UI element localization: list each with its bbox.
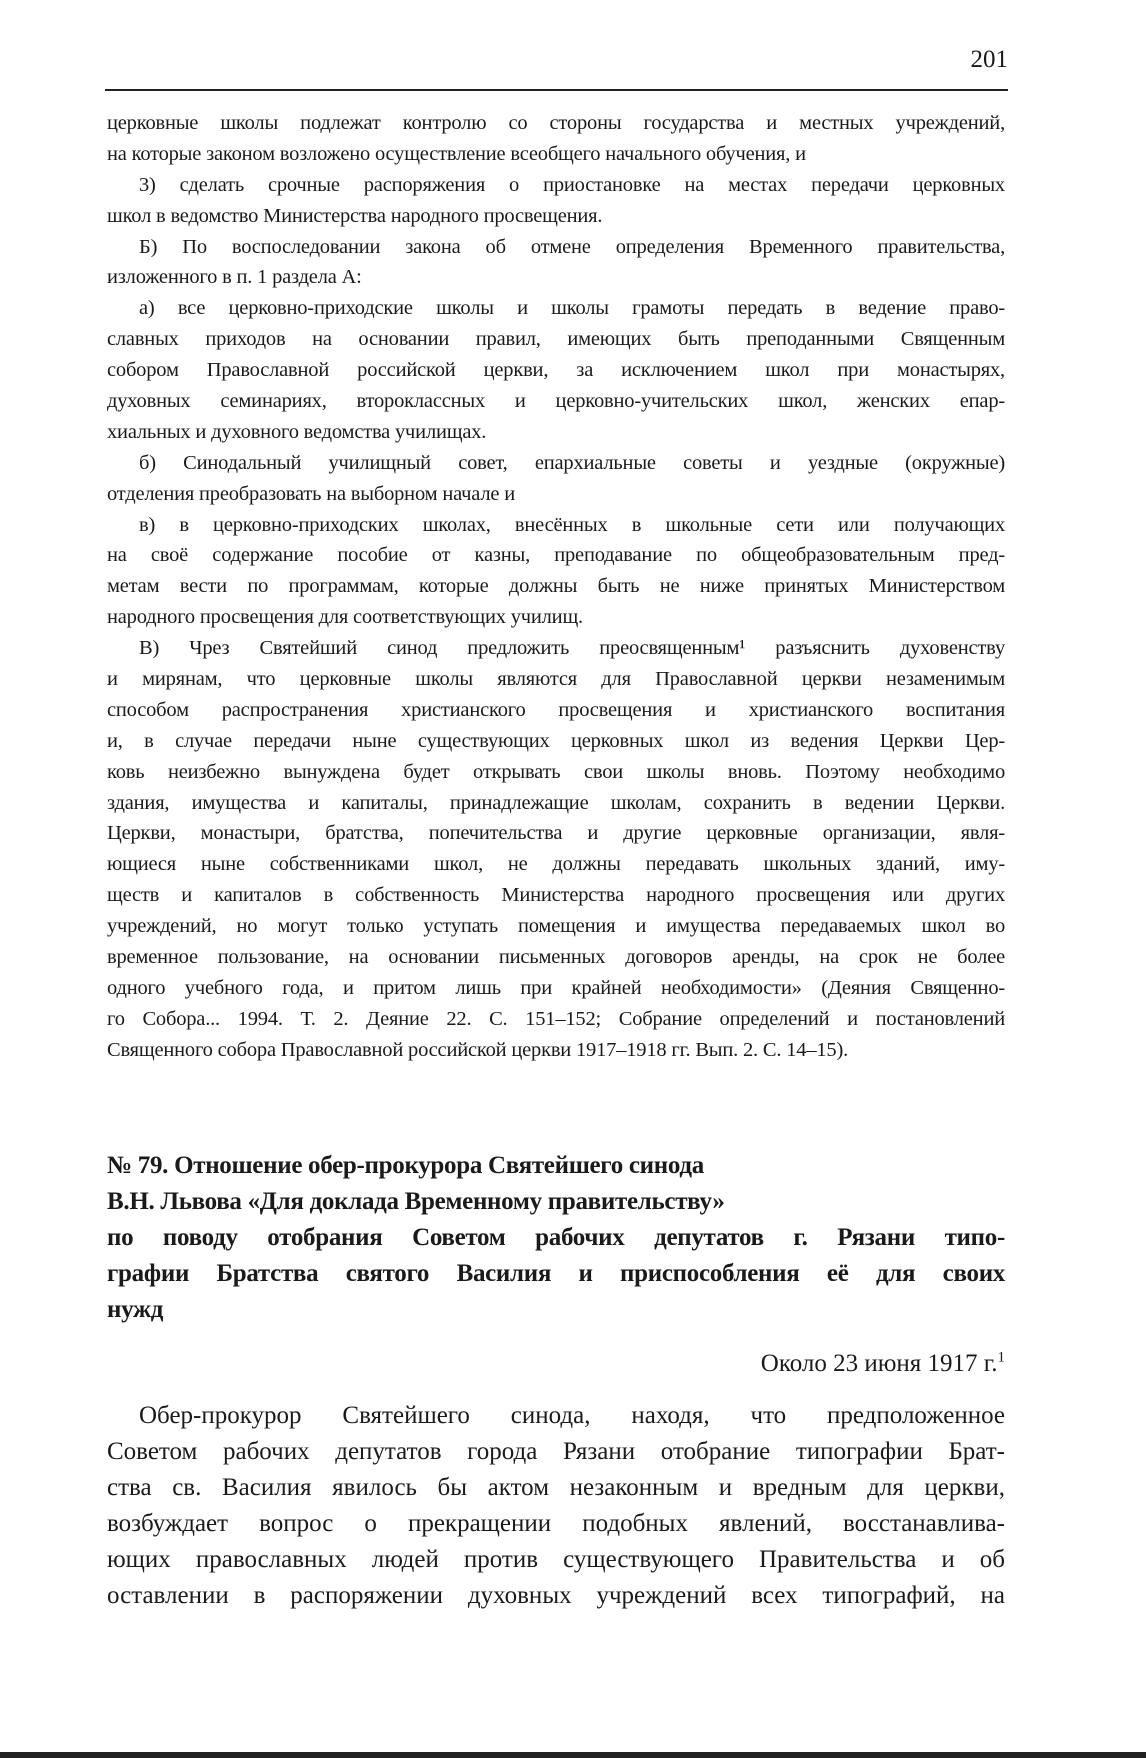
text-line: ществ и капиталов в собственность Министерства народного просвещения или других — [107, 884, 1005, 907]
text-line: славных приходов на основании правил, имеющих быть преподанными Священным — [107, 328, 1005, 351]
text-line: на своё содержание пособие от казны, преподавание по общеобразовательным пред- — [107, 544, 1005, 567]
text-line: ющиеся ныне собственниками школ, не должны передавать школьных зданий, иму- — [107, 853, 1005, 876]
text-line: Священного собора Православной российской церкви 1917–1918 гг. Вып. 2. С. 14–15). — [107, 1038, 849, 1061]
text-line: го Собора... 1994. Т. 2. Деяние 22. С. 151–152; Собрание определений и постановлений — [107, 1007, 1005, 1030]
text-line: В.Н. Львова «Для доклада Временному правительству» — [107, 1188, 725, 1215]
text-line: и, в случае передачи ныне существующих церковных школ из ведения Церкви Цер- — [107, 729, 1005, 752]
text-line: графии Братства святого Василия и приспособления её для своих — [107, 1260, 1005, 1287]
text-line: 3) сделать срочные распоряжения о приостановке на местах передачи церковных — [139, 173, 1005, 196]
text-line: и мирянам, что церковные школы являются для Православной церкви незаменимым — [107, 668, 1005, 691]
text-line: возбуждает вопрос о прекращении подобных явлений, восстанавлива- — [107, 1510, 1005, 1537]
text-line: духовных семинариях, второклассных и церковно-учительских школ, женских епар- — [107, 390, 1005, 413]
text-line: В) Чрез Святейший синод предложить преосвященным¹ разъяснить духовенству — [139, 637, 1005, 660]
document-body — [107, 1398, 1005, 1614]
text-line: № 79. Отношение обер-прокурора Святейшего синода — [107, 1152, 704, 1179]
text-line: ковь неизбежно вынуждена будет открывать свои школы вновь. Поэтому необходимо — [107, 760, 1005, 783]
text-line: одного учебного года, и притом лишь при крайней необходимости» (Деяния Священно- — [107, 976, 1005, 999]
header-rule — [105, 89, 1008, 91]
text-line: ства св. Василия явилось бы актом незаконным и вредным для церкви, — [107, 1474, 1005, 1501]
text-line: школ в ведомство Министерства народного просвещения. — [107, 204, 603, 227]
document-date-text: Около 23 июня 1917 г. — [760, 1350, 998, 1377]
text-line: Б) По воспоследовании закона об отмене определения Временного правительства, — [139, 235, 1005, 258]
main-text — [107, 108, 1005, 1066]
text-line: б) Синодальный училищный совет, епархиальные советы и уездные (окружные) — [139, 451, 1005, 474]
text-line: нужд — [107, 1296, 164, 1323]
text-line: временное пользование, на основании письменных договоров аренды, на срок не более — [107, 946, 1005, 969]
text-line: изложенного в п. 1 раздела А: — [107, 266, 362, 289]
text-line: учреждений, но могут только уступать помещения и имущества передаваемых школ во — [107, 915, 1005, 938]
text-line: оставлении в распоряжении духовных учреждений всех типографий, на — [107, 1582, 1005, 1609]
text-line: собором Православной российской церкви, за исключением школ при монастырях, — [107, 359, 1005, 382]
document-heading — [107, 1148, 1005, 1328]
text-line: в) в церковно-приходских школах, внесённых в школьные сети или получающих — [139, 513, 1005, 536]
footnote-ref: 1 — [997, 1349, 1005, 1366]
text-line: народного просвещения для соответствующих училищ. — [107, 606, 583, 629]
text-line: а) все церковно-приходские школы и школы грамоты передать в ведение право- — [139, 297, 1005, 320]
text-line: способом распространения христианского просвещения и христианского воспитания — [107, 698, 1005, 721]
text-line: на которые законом возложено осуществление всеобщего начального обучения, и — [107, 142, 806, 165]
text-line: ющих православных людей против существующего Правительства и об — [107, 1546, 1005, 1573]
scan-edge — [0, 1752, 1146, 1758]
document-date — [761, 1350, 1005, 1378]
text-line: по поводу отобрания Советом рабочих депутатов г. Рязани типо- — [107, 1224, 1005, 1251]
text-line: отделения преобразовать на выборном начале и — [107, 482, 515, 505]
page-number: 201 — [970, 46, 1008, 73]
text-line: метам вести по программам, которые должны быть не ниже принятых Министерством — [107, 575, 1005, 598]
text-line: хиальных и духовного ведомства училищах. — [107, 420, 487, 443]
text-line: церковные школы подлежат контролю со стороны государства и местных учреждений, — [107, 112, 1005, 134]
text-line: Советом рабочих депутатов города Рязани отобрание типографии Брат- — [107, 1438, 1005, 1465]
text-line: Обер-прокурор Святейшего синода, находя, что предположенное — [139, 1402, 1005, 1429]
text-line: Церкви, монастыри, братства, попечительства и другие церковные организации, явля- — [107, 822, 1005, 845]
text-line: здания, имущества и капиталы, принадлежащие школам, сохранить в ведении Церкви. — [107, 791, 1005, 814]
